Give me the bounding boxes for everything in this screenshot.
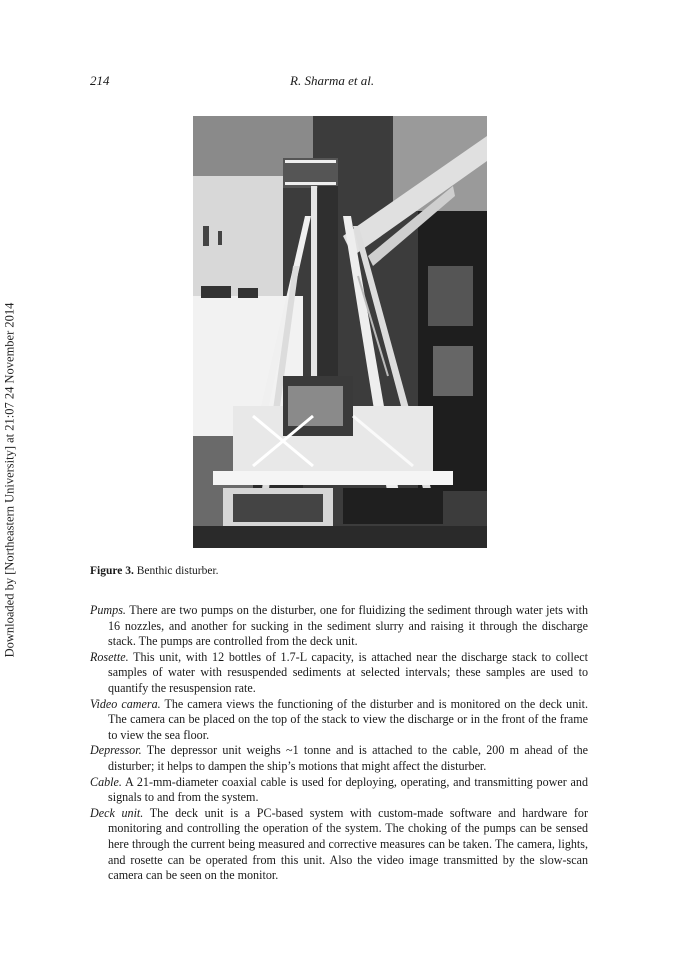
download-watermark xyxy=(2,290,18,670)
figure-caption xyxy=(90,565,219,577)
item-text: A 21-mm-diameter coaxial cable is used for deploying, operating, and transmitting power and signals to and from the system. xyxy=(108,774,589,805)
item-text: There are two pumps on the disturber, one for fluidizing the sediment through water jets with 16 nozzles, and another for sucking in the sediment slurry and raising it through the discharge stack. The pumps are controlled from the deck unit. xyxy=(108,603,588,649)
item-text: This unit, with 12 bottles of 1.7-L capacity, is attached near the discharge stack to collect samples of water with resuspended sediments at selected intervals; these samples are used to quantify the resuspension rate. xyxy=(108,649,588,695)
list-item-deck-unit xyxy=(90,806,588,884)
item-text: The deck unit is a PC-based system with custom-made software and hardware for monitoring and controlling the operation of the system. The choking of the pumps can be sensed here through the current being measured and corrective measures can be taken. The camera, lights, and rosette can be operated from this unit. Also the video image transmitted by the slow-scan camera can be seen on the monitor. xyxy=(108,805,588,883)
component-list xyxy=(90,603,588,884)
item-text: The depressor unit weighs ~1 tonne and is attached to the cable, 200 m ahead of the disturber; it helps to dampen the ship’s motions that might affect the disturber. xyxy=(108,743,588,773)
list-item-cable xyxy=(90,775,588,806)
figure-caption-text: Benthic disturber. xyxy=(136,565,219,577)
item-term: Deck unit. xyxy=(90,805,144,820)
list-item-rosette xyxy=(90,650,588,697)
item-term: Video camera. xyxy=(90,696,161,711)
list-item-depressor xyxy=(90,743,588,774)
page-number: 214 xyxy=(90,73,110,88)
benthic-disturber-photo xyxy=(193,116,487,548)
download-watermark-text: Downloaded by [Northeastern University] at 21:07 24 November 2014 xyxy=(2,302,17,658)
figure-photo xyxy=(193,116,487,548)
item-term: Pumps. xyxy=(90,603,126,617)
running-head: R. Sharma et al. xyxy=(290,73,375,88)
item-term: Cable. xyxy=(90,774,122,789)
item-term: Depressor. xyxy=(90,743,142,758)
item-term: Rosette. xyxy=(90,649,129,664)
list-item-video-camera xyxy=(90,697,588,744)
list-item-pumps xyxy=(90,603,588,650)
figure-label: Figure 3. xyxy=(90,565,134,577)
item-text: The camera views the functioning of the disturber and is monitored on the deck unit. The camera can be placed on the top of the stack to view the discharge or in the front of the frame to view the sea floor. xyxy=(108,696,588,742)
